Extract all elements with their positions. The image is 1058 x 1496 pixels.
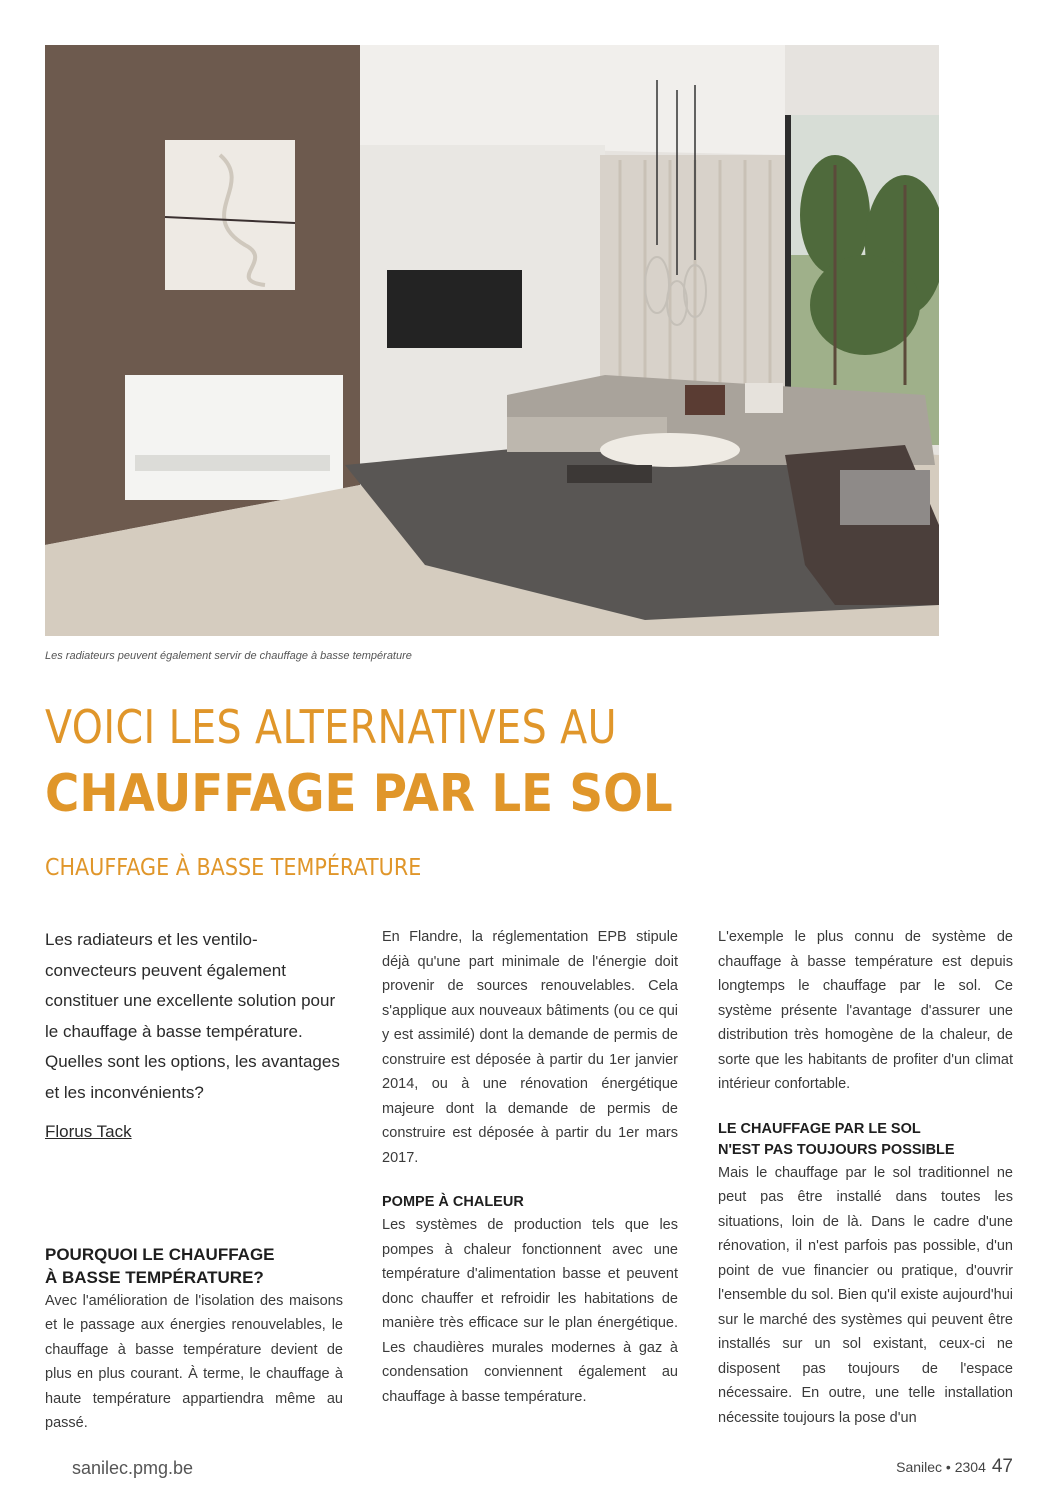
article-photo [45, 45, 939, 636]
article-title-line1: VOICI LES ALTERNATIVES AU [45, 700, 617, 754]
section-heading-heat-pump: POMPE À CHALEUR [382, 1194, 524, 1210]
article-lead: Les radiateurs et les ventilo-convecteurs peuvent également constituer une excellente solution pour le chauffage à basse température. Quelles sont les options, les avantages et les inconvénients? [45, 930, 340, 1102]
floor-heating-paragraph: L'exemple le plus connu de système de chauffage à basse température est depuis longtemps le chauffage par le sol. Ce système présente l'avantage d'assurer une distribution très homogène de la chaleur, de sorte que les habitants de profiter d'un climat intérieur confortable. [718, 929, 1013, 1092]
section-not-always-possible-text: Mais le chauffage par le sol traditionnel ne peut pas être installé dans toutes les situations, loin de là. Dans le cadre d'une rénovation, il n'est parfois pas possible, d'un point de vue financier ou pratique, d'ouvrir l'ensemble du sol. Bien qu'il existe aujourd'hui sur le marché des systèmes qui peuvent être installés sur un sol existant, ceux-ci ne disposent pas toujours de l'espace nécessaire. En outre, une telle installation nécessite toujours la pose d'un [718, 1164, 1013, 1426]
article-title-line2: CHAUFFAGE PAR LE SOL [45, 764, 673, 824]
footer-website[interactable]: sanilec.pmg.be [72, 1458, 194, 1478]
author-name: Florus Tack [45, 1122, 132, 1141]
section-heading-not-always-possible-line2: N'EST PAS TOUJOURS POSSIBLE [718, 1141, 955, 1158]
epb-paragraph: En Flandre, la réglementation EPB stipule déjà qu'une part minimale de l'énergie doit provenir de sources renouvelables. Cela s'applique aux nouveaux bâtiments (ou ce qui y est assimilé) dont la demande de permis de construire est déposée à partir du 1er janvier 2014, ou à une rénovation énergétique majeure dont la demande de permis de construire est déposée à partir du 1er mars 2017. [382, 929, 678, 1166]
section-heading-not-always-possible-line1: LE CHAUFFAGE PAR LE SOL [718, 1120, 921, 1137]
footer-issue: Sanilec • 2304 [896, 1459, 986, 1475]
column-1 [45, 925, 343, 1436]
section-heat-pump-text: Les systèmes de production tels que les pompes à chaleur fonctionnent avec une température d'alimentation basse et peuvent donc chauffer et refroidir les habitations de manière très efficace sur le plan énergétique. Les chaudières murales modernes à gaz à condensation conviennent également au chauffage à basse température. [382, 1217, 678, 1405]
section-heading-why-line2: À BASSE TEMPÉRATURE? [45, 1267, 264, 1287]
page-number: 47 [991, 1456, 1013, 1477]
article-subtitle: CHAUFFAGE À BASSE TEMPÉRATURE [45, 855, 422, 881]
section-heading-not-always-possible [718, 1119, 1013, 1161]
section-heading-why-line1: POURQUOI LE CHAUFFAGE [45, 1244, 275, 1264]
column-3 [718, 925, 1013, 1430]
footer-issue-info [896, 1456, 1013, 1478]
section-heading-why [45, 1243, 343, 1289]
photo-caption: Les radiateurs peuvent également servir de chauffage à basse température [45, 650, 412, 662]
column-2 [382, 925, 678, 1409]
section-why-text: Avec l'amélioration de l'isolation des maisons et le passage aux énergies renouvelables, le chauffage à basse température devient de plus en plus courant. À terme, le chauffage à haute température appartiendra même au passé. [45, 1292, 343, 1431]
